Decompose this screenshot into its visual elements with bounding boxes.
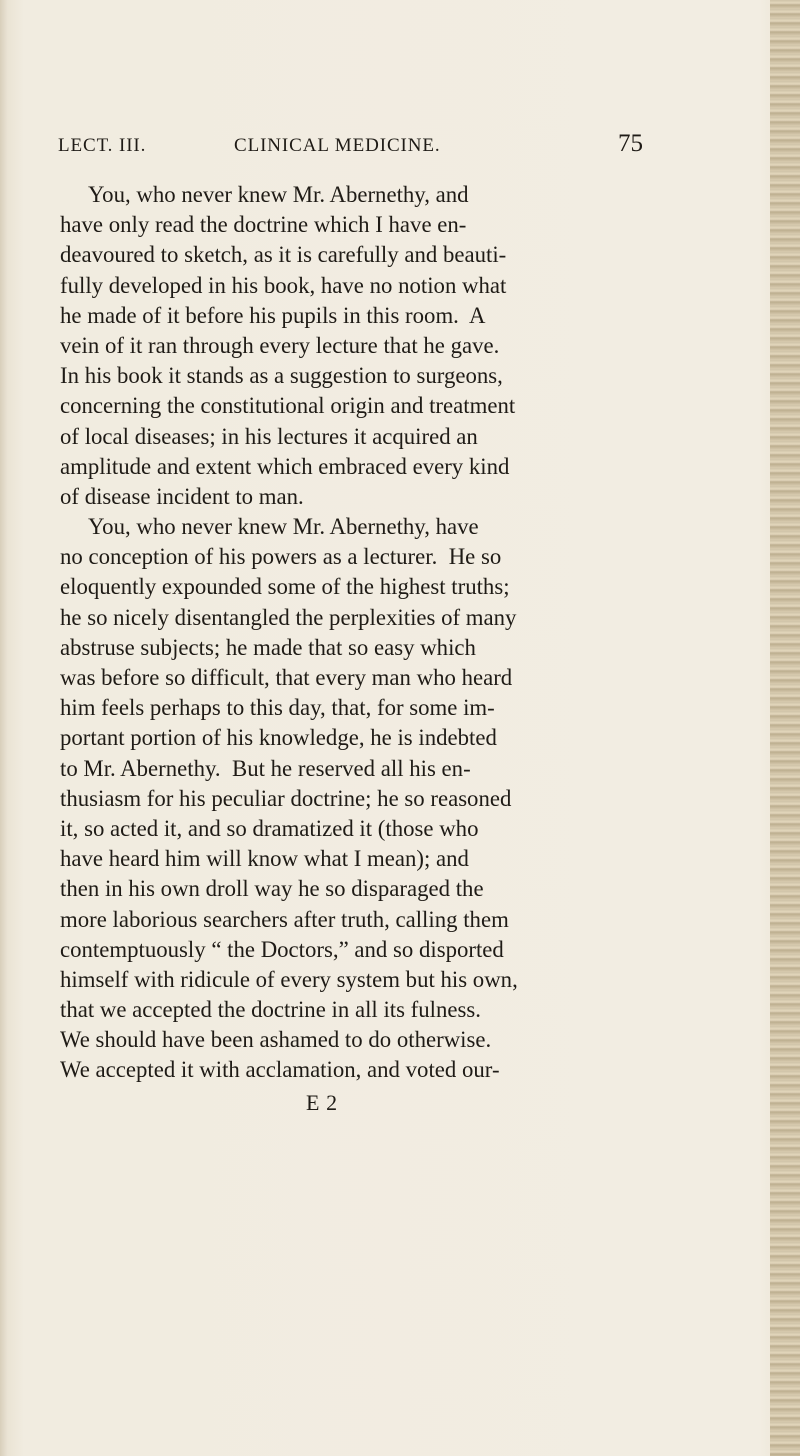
text-line: more laborious searchers after truth, calling them [60, 906, 509, 932]
text-line: he made of it before his pupils in this room. A [60, 302, 486, 328]
text-line: no conception of his powers as a lecturer. He so [60, 544, 502, 570]
text-line: eloquently expounded some of the highest truths; [60, 574, 510, 600]
text-line: portant portion of his knowledge, he is indebted [60, 725, 497, 751]
text-line: You, who never knew Mr. Abernethy, and [88, 182, 469, 207]
text-line: abstruse subjects; he made that so easy which [60, 634, 476, 660]
running-head [58, 130, 658, 163]
lecture-number: LECT. III. [58, 135, 147, 156]
text-line: thusiasm for his peculiar doctrine; he so reasoned [60, 785, 512, 811]
text-line: concerning the constitutional origin and treatment [60, 393, 516, 419]
text-line: have heard him will know what I mean); and [60, 846, 469, 872]
page-number: 75 [618, 130, 643, 157]
text-line: of local diseases; in his lectures it acquired an [60, 423, 478, 449]
text-line: We accepted it with acclamation, and voted our- [60, 1057, 500, 1083]
text-line: vein of it ran through every lecture that he gave. [60, 332, 500, 358]
text-line: have only read the doctrine which I have en- [60, 212, 467, 238]
text-line: it, so acted it, and so dramatized it (those who [60, 815, 479, 841]
text-line: of disease incident to man. [60, 483, 304, 509]
text-line: then in his own droll way he so disparaged the [60, 876, 484, 902]
page-left-edge [0, 0, 8, 1456]
page-fore-edge [770, 0, 800, 1456]
text-line: him feels perhaps to this day, that, for some im- [60, 695, 495, 721]
text-line: he so nicely disentangled the perplexities of many [60, 604, 517, 630]
text-line: In his book it stands as a suggestion to surgeons, [60, 363, 503, 389]
text-line: We should have been ashamed to do otherwise. [60, 1027, 492, 1053]
text-line: to Mr. Abernethy. But he reserved all his en- [60, 755, 471, 781]
text-line: was before so difficult, that every man who heard [60, 665, 513, 690]
text-line: amplitude and extent which embraced every kind [60, 453, 510, 479]
signature-mark: E 2 [306, 1090, 338, 1115]
text-line: fully developed in his book, have no notion what [60, 272, 507, 298]
text-line: You, who never knew Mr. Abernethy, have [88, 514, 479, 540]
text-line: himself with ridicule of every system but his own, [60, 966, 518, 992]
text-line: contemptuously “ the Doctors,” and so disported [60, 936, 504, 962]
body-text [60, 180, 655, 1086]
text-line: that we accepted the doctrine in all its fulness. [60, 997, 481, 1023]
text-line: deavoured to sketch, as it is carefully and beauti- [60, 242, 507, 268]
running-title: CLINICAL MEDICINE. [234, 135, 441, 156]
